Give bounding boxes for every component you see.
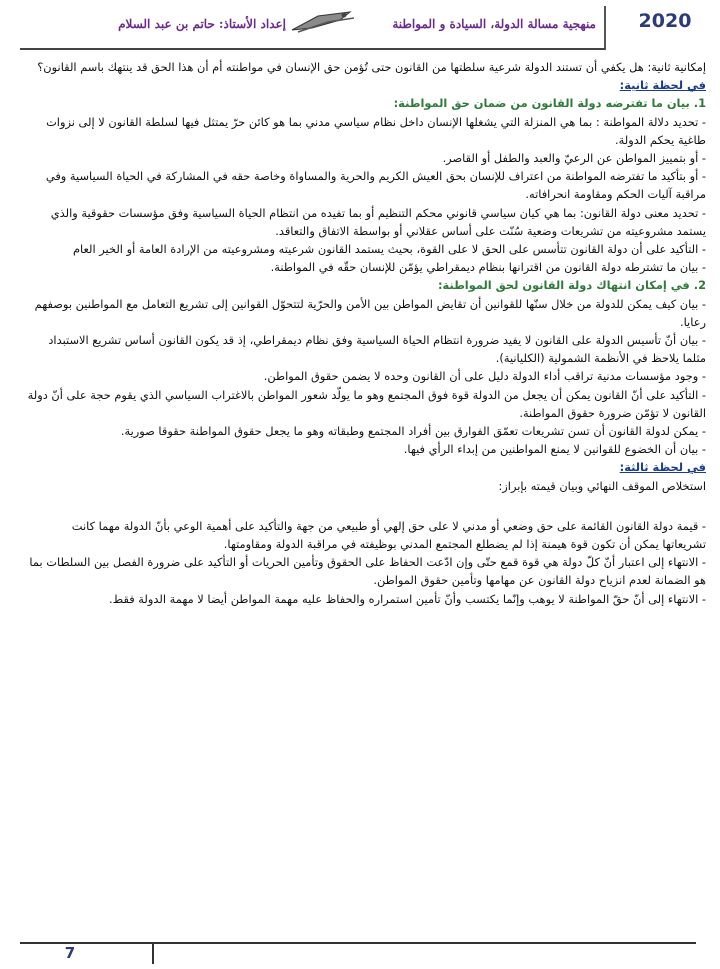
footer-divider [152, 942, 154, 964]
section-two-heading: 2. في إمكان انتهاك دولة القانون لحق المواطنة: [437, 278, 706, 293]
moment-three-heading: في لحظة ثالثة: [619, 460, 706, 475]
header-author: إعداد الأستاذ: حاتم بن عبد السلام [118, 17, 286, 31]
header-title: منهجية مسالة الدولة، السيادة و المواطنة [392, 17, 596, 31]
intro-question: إمكانية ثانية: هل يكفي أن تستند الدولة شرعية سلطتها من القانون حتى تُؤمن حق الإنسان في مواطنته أم أن هذا الحق قد ينتهك باسم القانون؟ [37, 60, 706, 74]
list-item: - تحديد معنى دولة القانون: بما هي كيان سياسي قانوني محكم التنظيم أو بما تفيده من انتظام الحياة السياسية وفق مؤسسات حقوقية والذي يستمد مشروعيته من تشريعات وضعية سُنّت على أساس عقلاني أو بواسطة الاتفاق والتعاقد. [50, 205, 706, 238]
list-item: - بيان أنّ تأسيس الدولة على القانون لا يفيد ضرورة انتظام الحياة السياسية وفق نظام ديمقراطي، إذ قد يكون القانون أساس تشريع الاستبداد مثلما يلاحظ في الأنظمة الشمولية (الكليانية). [48, 333, 706, 366]
footer-rule [20, 942, 696, 944]
spacer [26, 495, 706, 517]
list-item: - بيان كيف يمكن للدولة من خلال سنّها للقوانين أن تقايض المواطن بين الأمن والحرّية لتتحوّل القوانين إلى تشريع التعامل مع المواطنين بوصفهم رعايا. [34, 296, 706, 329]
list-item: - يمكن لدولة القانون أن تسن تشريعات تعمّق الفوارق بين أفراد المجتمع وطبقاته وهو ما يجعل حقوق المواطنة حقوقا صورية. [120, 424, 706, 439]
list-item: - التأكيد على أنّ القانون يمكن أن يجعل من الدولة قوة فوق المجتمع وهو ما يولّد شعور المواطن بالاغتراب السياسي الذي يقوم حجة على أنّ دولة القانون لا تؤمّن ضرورة حقوق المواطنة. [27, 387, 706, 420]
list-item: - بيان ما تشترطه دولة القانون من اقترانها بنظام ديمقراطي يؤمّن للإنسان حقّه في المواطنة. [270, 260, 706, 275]
list-item: - وجود مؤسسات مدنية تراقب أداء الدولة دليل على أن القانون وحده لا يضمن حقوق المواطن. [263, 369, 706, 384]
document-body [26, 58, 706, 608]
header-year: 2020 [638, 10, 692, 32]
list-item: - بيان أن الخضوع للقوانين لا يمنع المواطنين من إبداء الرأي فيها. [403, 442, 706, 457]
pen-logo-icon [288, 8, 358, 36]
list-item: - قيمة دولة القانون القائمة على حق وضعي أو مدني لا على حق إلهي أو طبيعي من جهة والتأكيد على أهمية الوعي بأنّ الدولة مهما كانت تشريعاتها يمكن أن تكون قوة هيمنة إذا لم يضطلع المجتمع المدني بوظيفته في مراقبة الدولة ومقاومتها. [71, 518, 706, 552]
list-item: - التأكيد على أن دولة القانون تتأسس على الحق لا على القوة، بحيث يستمد القانون شرعيته ومشروعيته من الإرادة العامة أو الخير العام [72, 242, 706, 257]
list-item: - أو بتمييز المواطن عن الرعيّ والعبد والطفل أو القاصر. [442, 151, 706, 166]
list-item: - تحديد دلالة المواطنة : بما هي المنزلة التي يشغلها الإنسان داخل نظام سياسي مدني بما هو كائن حرّ يمتثل فيها لسلطة القانون لا إلى نزوات طاغية يحكم الدولة. [46, 114, 706, 147]
header-rule [20, 48, 605, 50]
page-number: 7 [64, 944, 76, 962]
list-item: - أو بتأكيد ما تفترضه المواطنة من اعتراف للإنسان بحق العيش الكريم والحرية والمساواة وخاصة حقه في المشاركة في الحياة السياسية وفي مراقبة آليات الحكم ومقاومة انحرافاته. [45, 169, 706, 202]
conclusion-intro: استخلاص الموقف النهائي وبيان قيمته بإبراز: [498, 478, 706, 493]
moment-two-heading: في لحظة ثانية: [619, 78, 706, 93]
list-item: - الانتهاء إلى اعتبار أنّ كلّ دولة هي قوة قمع حتّى وإن ادّعت الحفاظ على الحقوق وتأمين الحريات أو التأكيد على ضرورة الفصل بين السلطات بما هو الضمانة لعدم انزياح دولة القانون عن مهامها وتأمين حقوق المواطن. [29, 555, 706, 588]
section-one-heading: 1. بيان ما تفترضه دولة القانون من ضمان حق المواطنة: [393, 96, 706, 111]
header-divider [604, 6, 606, 50]
list-item: - الانتهاء إلى أنّ حقّ المواطنة لا يوهب وإنّما يكتسب وأنّ تأمين استمراره والحفاظ عليه مهمة المواطن أيضا لا مهمة الدولة فقط. [109, 591, 706, 606]
